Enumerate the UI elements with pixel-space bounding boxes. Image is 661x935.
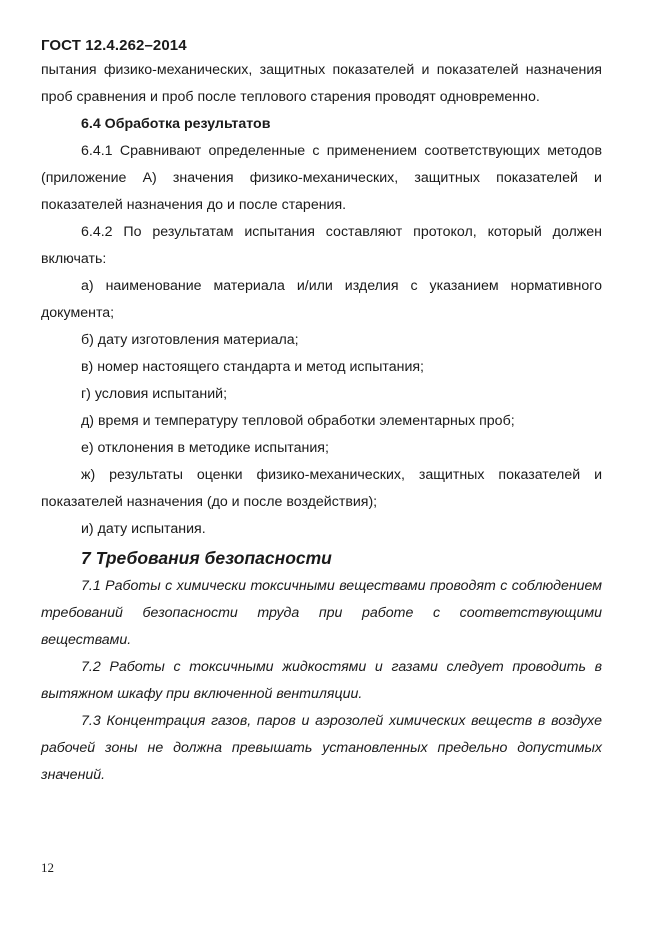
section-heading-7: 7 Требования безопасности — [81, 548, 332, 568]
list-item-zh: ж) результаты оценки физико-механических, защитных показателей и показателей назначения (до и после воздействия); — [41, 467, 602, 510]
list-item-b: б) дату изготовления материала; — [81, 332, 299, 348]
list-item-g: г) условия испытаний; — [81, 386, 228, 402]
paragraph-7-1: 7.1 Работы с химически токсичными веществами проводят с соблюдением требований безопасности труда при работе с соответствующими веществами. — [41, 578, 602, 648]
paragraph-7-2: 7.2 Работы с токсичными жидкостями и газами следует проводить в вытяжном шкафу при включенной вентиляции. — [41, 659, 602, 702]
paragraph-6-4-1: 6.4.1 Сравнивают определенные с применением соответствующих методов (приложение А) значения физико-механических, защитных показателей и показателей назначения до и после старения. — [41, 143, 602, 213]
document-body — [41, 57, 602, 789]
paragraph-7-3: 7.3 Концентрация газов, паров и аэрозолей химических веществ в воздухе рабочей зоны не должна превышать установленных предельно допустимых значений. — [41, 713, 602, 783]
document-header: ГОСТ 12.4.262–2014 — [41, 37, 187, 54]
list-item-e: е) отклонения в методике испытания; — [81, 440, 329, 456]
subsection-heading-6-4: 6.4 Обработка результатов — [81, 116, 271, 132]
paragraph-6-4-2: 6.4.2 По результатам испытания составляют протокол, который должен включать: — [41, 224, 602, 267]
list-item-d: д) время и температуру тепловой обработки элементарных проб; — [81, 413, 515, 429]
page-number: 12 — [41, 860, 54, 875]
list-item-i: и) дату испытания. — [81, 521, 206, 537]
list-item-v: в) номер настоящего стандарта и метод испытания; — [81, 359, 424, 375]
list-item-a: а) наименование материала и/или изделия с указанием нормативного документа; — [41, 278, 602, 321]
intro-paragraph: пытания физико-механических, защитных показателей и показателей назначения проб сравнения и проб после теплового старения проводят одновременно. — [41, 62, 602, 105]
